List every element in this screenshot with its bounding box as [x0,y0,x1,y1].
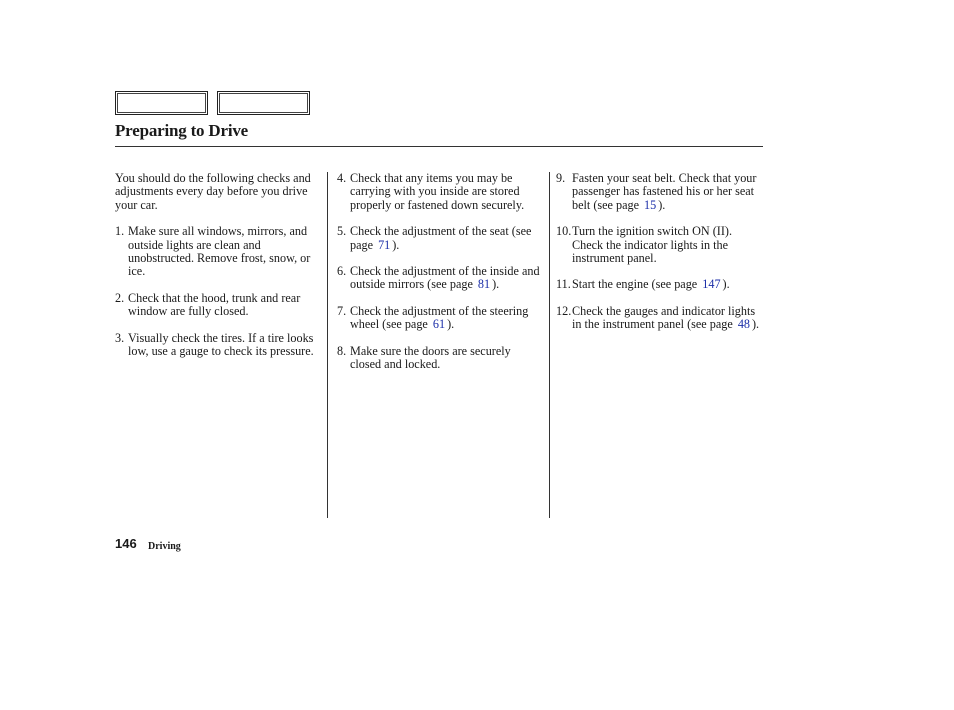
column-1 [115,172,323,371]
nav-button-2[interactable] [217,91,310,115]
page-link-48[interactable]: 48 [737,317,750,332]
page-link-15[interactable]: 15 [644,197,657,212]
page-link-81[interactable]: 81 [477,277,491,292]
item-text-wrap [572,305,766,332]
item-text-tail: ). [752,317,760,332]
item-text-tail: ). [392,237,400,252]
list-item [337,172,543,212]
list-item [556,278,766,291]
item-number: 7. [337,303,347,318]
item-text: Check that any items you may be carrying with you inside are stored properly or fastened down securely. [350,171,525,212]
item-text: Make sure the doors are securely closed and locked. [350,343,511,372]
item-text: Check that the hood, trunk and rear window are fully closed. [128,290,301,319]
page-link-61[interactable]: 61 [432,317,446,332]
list-item [556,305,766,332]
item-number: 4. [337,171,347,185]
item-text: Start the engine (see page [572,277,698,292]
item-text-tail: ). [492,277,500,292]
list-item [115,332,323,359]
column-2 [337,172,543,384]
list-item [337,305,543,332]
item-number: 6. [337,264,347,279]
item-number: 11. [556,277,571,292]
intro-text: You should do the following checks and adjustments every day before you drive your car. [115,171,311,212]
title-rule [115,146,763,147]
list-item [115,225,323,279]
item-number: 12. [556,303,572,318]
item-number: 8. [337,343,347,358]
item-number: 5. [337,224,347,239]
list-item [337,265,543,292]
item-text: Fasten your seat belt. Check that your passenger has fastened his or her seat belt (see page [572,171,757,212]
item-number: 3. [115,330,125,345]
item-text-tail: ). [447,317,455,332]
column-divider [549,172,550,518]
page-link-71[interactable]: 71 [378,237,391,252]
item-text: Turn the ignition switch ON (II). Check the indicator lights in the instrument panel. [572,224,733,266]
list-item [337,225,543,252]
item-text-wrap [350,265,543,292]
item-text-tail: ). [722,277,730,292]
item-text: Check the gauges and indicator lights in the instrument panel (see page [572,303,756,332]
column-divider [327,172,328,518]
item-text: Make sure all windows, mirrors, and outside lights are clean and unobstructed. Remove frost, snow, or ice. [128,224,311,279]
item-text: Check the adjustment of the seat (see page [350,224,532,252]
item-text: Check the adjustment of the inside and outside mirrors (see page [350,264,540,292]
item-text: Check the adjustment of the steering wheel (see page [350,303,529,332]
item-text-wrap [572,278,766,291]
item-number: 10. [556,224,572,239]
item-number: 2. [115,290,125,305]
item-text-wrap [572,172,766,212]
page-title: Preparing to Drive [115,121,248,140]
column-3 [556,172,766,345]
nav-button-1[interactable] [115,91,208,115]
list-item [115,292,323,319]
list-item [337,345,543,372]
item-text-wrap [350,225,543,252]
list-item [556,225,766,265]
item-number: 9. [556,171,566,185]
list-item [556,172,766,212]
item-text: Visually check the tires. If a tire looks low, use a gauge to check its pressure. [128,330,314,359]
page-link-147[interactable]: 147 [702,277,721,292]
item-text-tail: ). [658,197,666,212]
section-name: Driving [148,541,181,552]
item-number: 1. [115,224,125,239]
item-text-wrap [350,305,543,332]
page-number: 146 [115,536,137,551]
